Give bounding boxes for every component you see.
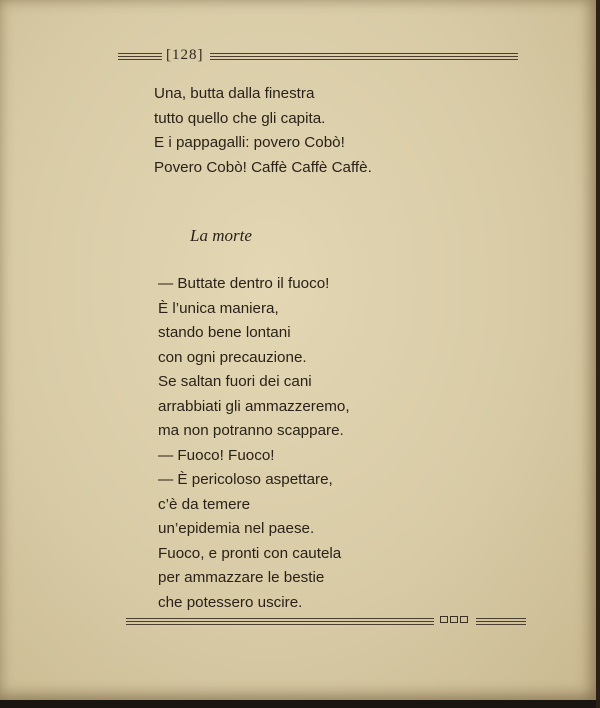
verse-line: È l’unica maniera, — [158, 299, 279, 317]
stanza-1 — [154, 82, 372, 180]
verse-line: Povero Cobò! Caffè Caffè Caffè. — [154, 158, 372, 176]
verse-line: — Buttate dentro il fuoco! — [158, 275, 330, 292]
verse-line: Se saltan fuori dei cani — [158, 373, 312, 390]
section-title: La morte — [190, 226, 252, 245]
stanza-2 — [158, 272, 350, 615]
verse-line: Una, butta dalla finestra — [154, 85, 315, 102]
verse-line: c’è da temere — [158, 495, 251, 513]
verse-line: tutto quello che gli capita. — [154, 109, 326, 127]
verse-line: che potessero uscire. — [158, 593, 303, 611]
verse-line: — È pericoloso aspettare, — [158, 471, 333, 488]
footer-ornament-icon — [440, 616, 468, 623]
verse-line: — Fuoco! Fuoco! — [158, 446, 275, 464]
page-edge — [596, 0, 600, 708]
verse-line: per ammazzare le bestie — [158, 569, 325, 586]
verse-line: ma non potranno scappare. — [158, 422, 344, 439]
verse-line: stando bene lontani — [158, 324, 291, 341]
verse-line: Fuoco, e pronti con cautela — [158, 544, 342, 562]
verse-line: E i pappagalli: povero Cobò! — [154, 134, 345, 151]
verse-line: arrabbiati gli ammazzeremo, — [158, 397, 350, 415]
page-number: [128] — [166, 47, 204, 63]
verse-line: un’epidemia nel paese. — [158, 520, 315, 537]
verse-line: con ogni precauzione. — [158, 348, 307, 366]
